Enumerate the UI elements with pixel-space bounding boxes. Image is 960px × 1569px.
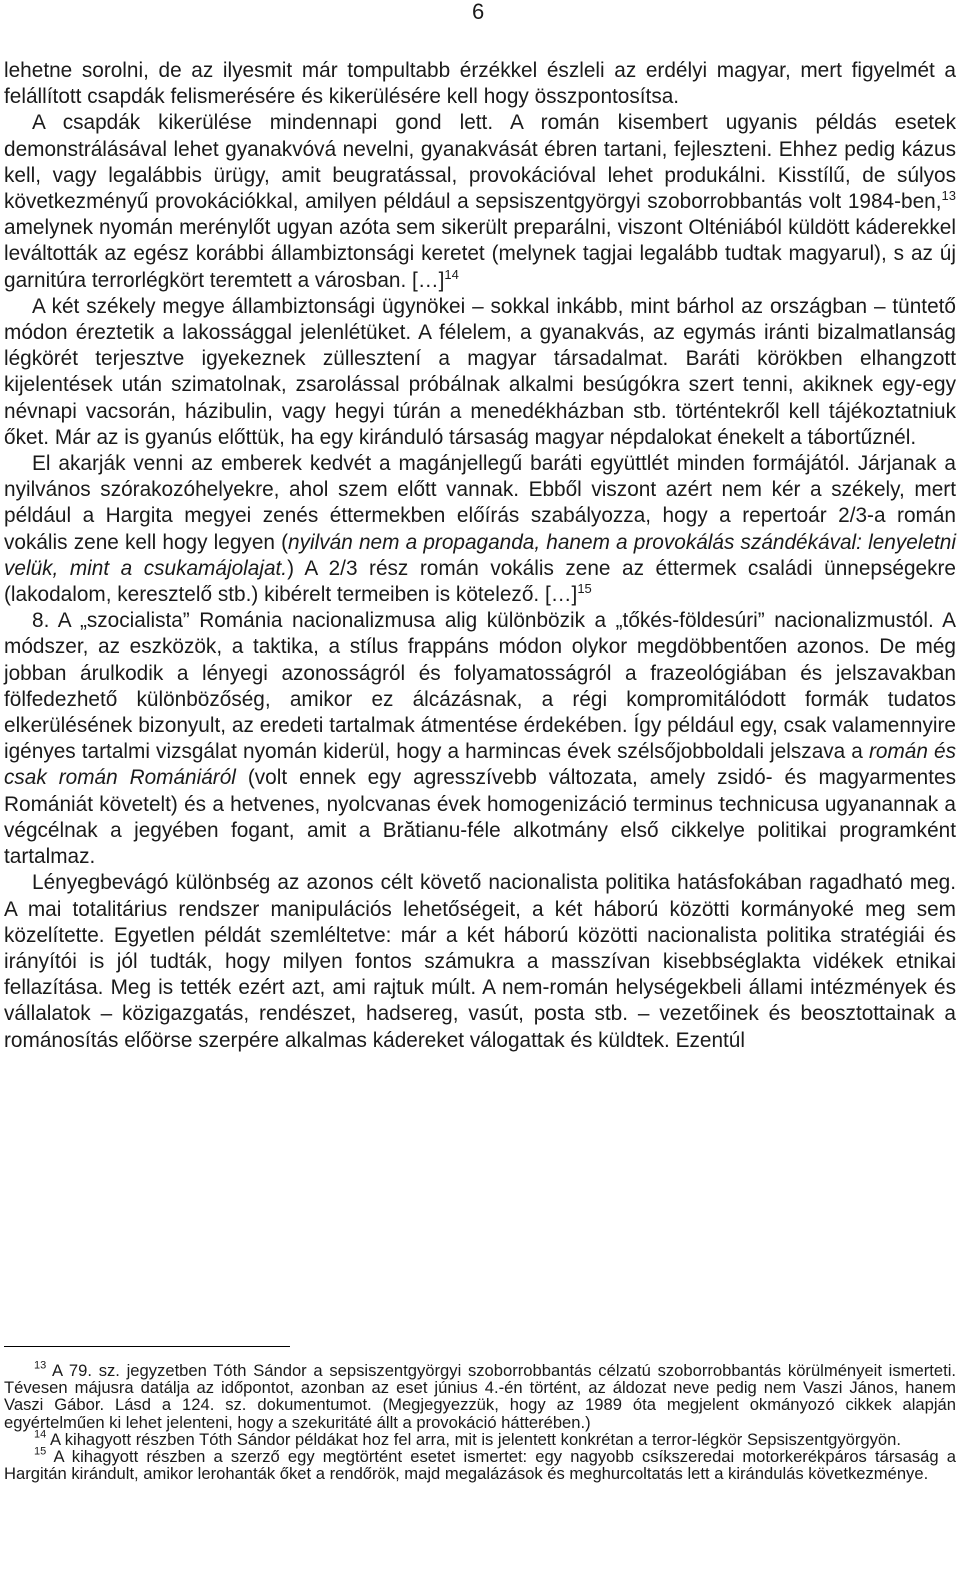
italic-text: román és csak román Romániáról (4, 740, 956, 790)
footnote (4, 1445, 957, 1484)
footnote-text: A kihagyott részben a szerző egy megtörtént esetet ismertet: egy nagyobb csíkszeredai motorkerékpáros társaság a Hargitán kirándult, amikor lerohanták őket a rendőrök, majd megalázások és meghurcoltatás lett a kirándulás következménye. (4, 1447, 957, 1484)
footnote-text: A 79. sz. jegyzetben Tóth Sándor a sepsiszentgyörgyi szoborrobbantás célzatú szoborrobbantás körülményeit ismerteti. Tévesen májusra datálja az időpontot, azonban az eset június 4.-én történt, az áldozat neve pedig nem Vaszi János, hanem Vaszi Gábor. Lásd a 124. sz. dokumentumot. (Megjegyezzük, hogy az 1989 óta megjelent okmányozó cikkek alapján egyértelműen ki lehet jelenteni, hogy a szekuritáté állt a provokáció hátterében.) (4, 1361, 956, 1432)
page-number: 6 (472, 0, 485, 24)
body-text (4, 58, 956, 1054)
paragraph-text: El akarják venni az emberek kedvét a magánjellegű baráti együttlét minden formájától. Járjanak a nyilvános szórakozóhelyekre, ahol szem előtt vannak. Ebből viszont azért nem kér a székely, mert például a Hargita megyei zenés éttermekben előírás szabályozza, hogy a repertoár 2/3-a román vokális zene kell hogy legyen ( (4, 452, 956, 554)
italic-text: nyilván nem a propaganda, hanem a provokálás szándékával: lenyeletni velük, mint a csukamájolajat. (4, 530, 956, 580)
footnote (4, 1359, 956, 1432)
footnote-separator (4, 1346, 290, 1347)
paragraph (4, 294, 956, 451)
footnote-number: 14 (34, 1428, 47, 1441)
paragraph-text: A két székely megye állambiztonsági ügynökei – sokkal inkább, mint bárhol az országban – tüntető módon éreztetik a lakossággal jelenlétüket. A félelem, a gyanakvás, az egymás iránti bizalmatlanság légkörét terjesztve igyekeznek züllesztení a magyar társadalmat. Baráti körökben elhangzott kijelentések után szimatolnak, zsarolással próbálnak alkalmi besúgókra szert tenni, akiknek egy-egy névnapi vacsorán, házibulin, vagy hegyi túrán a menedékházban stb. történtekről kell tájékoztatniuk őket. Már az is gyanús előttük, ha egy kiránduló társaság magyar népdalokat énekelt a tábortűznél. (4, 294, 956, 449)
paragraph-text: 8. A „szocialista” Románia nacionalizmusa alig különbözik a „tőkés-földesúri” nacionalizmustól. A módszer, az eszközök, a taktika, a stílus frappáns módon olykor megdöbbentően azonos. De még jobban árulkodik a lényegi azonosságról és folyamatosságról a frazeológiában és jelszavakban fölfedezhető különbözőség, amikor ez álcázásnak, a régi kompromitálódott formák tudatos elkerülésének bizonyult, az eredeti tartalmak átmentése érdekében. Így például egy, csak valamennyire igényes tartalmi vizsgálat nyomán kiderül, hogy a harmincas évek szélsőjobboldali jelszava a (4, 609, 956, 764)
footnote-number: 15 (34, 1445, 47, 1458)
footnote-ref[interactable]: 13 (941, 188, 956, 204)
paragraph (4, 110, 956, 293)
paragraph-text: amelynek nyomán merénylőt ugyan azóta sem sikerült preparálni, viszont Olténiából küldött káderekkel leváltották az egész korábbi állambiztonsági keretet (melynek tagjai legalább tudtak magyarul), s az új garnitúra terrorlégkört teremtett a városban. […] (4, 216, 956, 292)
footnote-ref[interactable]: 15 (577, 581, 592, 597)
paragraph-text: (volt ennek egy agresszívebb változata, amely zsidó- és magyarmentes Romániát követelt) és a hetvenes, nyolcvanas évek homogenizáció terminus technicusa ugyanannak a végcélnak a jegyében fogant, amit a Brătianu-féle alkotmány első cikkelye politikai programként tartalmaz. (4, 766, 956, 869)
paragraph (4, 58, 956, 110)
footnote-ref[interactable]: 14 (444, 266, 459, 282)
paragraph-text: A csapdák kikerülése mindennapi gond lett. A román kisembert ugyanis példás esetek demonstrálásával lehet gyanakvóvá nevelni, gyanakvását ébren tartani, fejleszteni. Ehhez pedig kázus kell, vagy legalábbis ürügy, amit beugratással, provokációval lehet produkálni. Kisstílű, de súlyos következményű provokációkkal, amilyen például a sepsiszentgyörgyi szoborrobbantás volt 1984-ben, (4, 111, 956, 214)
paragraph (4, 870, 956, 1053)
paragraph (4, 451, 956, 608)
paragraph-text: ) A 2/3 rész román vokális zene az éttermek családi ünnepségekre (lakodalom, keresztelő stb.) kibérelt termeiben is kötelező. […] (4, 556, 956, 607)
paragraph (4, 608, 956, 870)
footnote-number: 13 (34, 1359, 47, 1372)
footnote-text: A kihagyott részben Tóth Sándor példákat hoz fel arra, mit is jelentett konkrétan a terror-légkör Sepsiszentgyörgyön. (49, 1429, 901, 1449)
paragraph-text: Lényegbevágó különbség az azonos célt követő nacionalista politika hatásfokában ragadható meg. A mai totalitárius rendszer manipulációs lehetőségeit, a két háború közötti kormányoké meg sem közelítette. Egyetlen példát szemléltetve: már a két háború közötti nacionalista politika stratégiái és irányítói is jól tudták, hogy milyen fontos számukra a masszívan kisebbséglakta vidékek etnikai fellazítása. Meg is tették ezért azt, ami rajtuk múlt. A nem-román helységekbeli állami intézmények és vállalatok – közigazgatás, rendészet, hadsereg, vasút, posta stb. – vezetőinek és beosztottainak a románosítás előörse szerpére alkalmas kádereket válogattak és küldtek. Ezentúl (4, 871, 956, 1052)
footnotes (4, 1359, 957, 1484)
footnote (4, 1428, 956, 1449)
paragraph-text: lehetne sorolni, de az ilyesmit már tompultabb érzékkel észleli az erdélyi magyar, mert figyelmét a felállított csapdák felismerésére és kikerülésére kell hogy összpontosítsa. (4, 59, 956, 109)
